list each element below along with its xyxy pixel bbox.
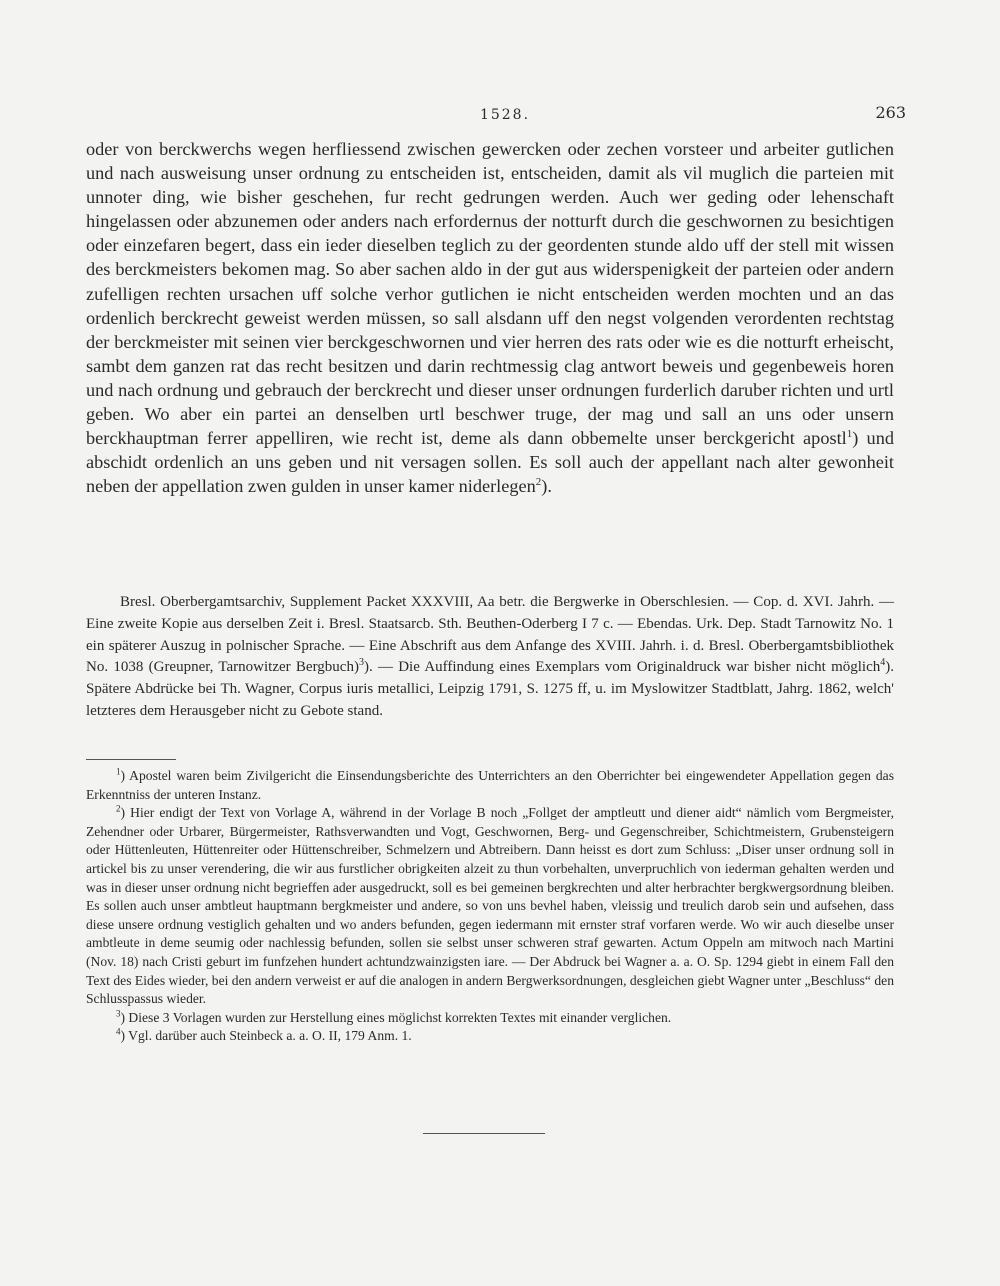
page-number: 263 [875,103,906,122]
footnote-ref-1[interactable]: 1 [846,428,853,441]
footnote-mark: 4 [116,1026,121,1037]
source-note-paragraph [86,592,894,723]
footnote-divider [86,759,176,760]
footnote-text: ) Apostel waren beim Zivilgericht die Einsendungsberichte des Unterrichters an den Oberrichter bei eingewendeter Appellation gegen das Erkenntniss der unteren Instanz. [86,768,894,802]
footnotes-section [86,767,894,1046]
footnote-ref-4[interactable]: 4 [880,657,886,669]
main-paragraph [86,137,894,498]
footnote-mark: 2 [116,803,121,814]
footnote-ref-2[interactable]: 2 [535,476,542,489]
footnote-1 [86,767,894,804]
main-text-part-3: ). [541,476,552,497]
running-header-year: 1528. [479,107,531,123]
footnote-text: ) Vgl. darüber auch Steinbeck a. a. O. II, 179 Anm. 1. [120,1028,412,1044]
main-text-part-1: oder von berckwerchs wegen herfliessend zwischen gewercken oder zechen vorsteer und arbeiter gutlichen und nach ausweisung unser ordnung zu entscheiden ist, entscheiden, damit als vil muglich die parteien mit unnoter ding, wie bisher geschehen, fur recht gedrungen werden. Auch wer geding oder lehenschaft hingelassen oder abzunemen oder anders nach erfordernus der notturft durch die geschwornen zu besichtigen oder einzefaren begert, dass ein ieder dieselben teglich zu der geordenten stunde aldo uff der stell mit wissen des berckmeisters bekomen mag. So aber sachen aldo in der gut aus widerspenigkeit der parteien oder andern zufelligen rechten ursachen uff solche verhor gutlichen ie nicht entscheiden werden mochten und an das ordenlich berckrecht geweist werden müssen, so sall alsdann uff den negst volgenden verordenten rechtstag der berckmeister mit seinen vier berckgeschwornen und vier herren des rats oder wie es die notturft erheischt, sambt dem ganzen rat das recht besitzen und darin rechtmessig clag antwort beweis und gegenbeweis horen und nach ordnung und gebrauch der berckrecht und dieser unser ordnungen furderlich daruber richten und urtl geben. Wo aber ein partei an denselben urtl beschwer truge, der mag und sall an uns oder unsern berckhauptman ferrer appelliren, wie recht ist, deme als dann obbemelte unser berckgericht apostl [86,139,894,449]
footnote-text: ) Hier endigt der Text von Vorlage A, während in der Vorlage B noch „Follget der amptleutt und diener aidt“ nämlich vom Bergmeister, Zehendner oder Urbarer, Bürgermeister, Rathsverwandten und Vogt, Geschwornen, Berg- und Gegenschreiber, Schichtmeistern, Grubensteigern oder Hüttenleuten, Hüttenreiter oder Hüttenschreiber, Schmelzern und Abtreibern. Dann heisst es dort zum Schluss: „Diser unser ordnung soll in artickel bis zu unser verendering, die wir aus furstlicher obrigkeiten alzeit zu thun vorbehalten, unverpruchlich von iederman gehalten werden und was in dieser unser ordnung nicht begrieffen ader ausgedruckt, soll es bei gemeinen bergkrechten und alter herbrachter bergkwergsordnung bleiben. Es sollen auch unser ambtleut hauptmann bergkmeister und andere, so von uns bevhel haben, vleissig und treulich darob sein und aufsehen, dass diese unsere ordnung vestiglich gehalten und wo anders befunden, gegen iedermann mit ernster straf vorfaren werde. Wo wir auch dieselbe unser ambtleute in deme seumig oder nachlessig befunden, sollen sie selbst unser schweren straf gewarten. Actum Oppeln am mitwoch nach Martini (Nov. 18) nach Cristi geburt im funfzehen hundert achtundzwainzigsten iare. — Der Abdruck bei Wagner a. a. O. Sp. 1294 giebt in einem Fall den Text des Eides wieder, bei den andern verweist er auf die analogen in andern Bergwerksordnungen, desgleichen giebt Wagner unter „Beschluss“ den Schlusspassus wieder. [86,805,894,1007]
footnote-mark: 1 [116,766,121,777]
main-text-block [86,137,894,498]
footnote-text: ) Diese 3 Vorlagen wurden zur Herstellung eines möglichst korrekten Textes mit einander verglichen. [120,1009,672,1025]
footnote-4 [86,1027,894,1046]
source-note-part-3: ). Spätere Abdrücke bei Th. Wagner, Corpus iuris metallici, Leipzig 1791, S. 1275 ff, u. im Myslowitzer Stadtblatt, Jahrg. 1862, welch' letzteres dem Herausgeber nicht zu Gebote stand. [86,659,894,719]
footnote-ref-3[interactable]: 3 [358,657,364,669]
footnote-mark: 3 [116,1008,121,1019]
main-text-part-2: ) und abschidt ordenlich an uns geben und nit versagen sollen. Es soll auch der appellant nach alter gewonheit neben der appellation zwen gulden in unser kamer niderlegen [86,428,894,497]
end-rule [423,1133,545,1134]
source-note-block [86,592,894,723]
footnote-3 [86,1009,894,1028]
footnote-2 [86,804,894,1009]
source-note-part-2: ). — Die Auffindung eines Exemplars vom Originaldruck war bisher nicht möglich [363,659,881,676]
source-note-part-1: Bresl. Oberbergamtsarchiv, Supplement Packet XXXVIII, Aa betr. die Bergwerke in Oberschlesien. — Cop. d. XVI. Jahrh. — Eine zweite Kopie aus derselben Zeit i. Bresl. Staatsarcb. Sth. Beuthen-Oderberg I 7 c. — Ebendas. Urk. Dep. Stadt Tarnowitz No. 1 ein späterer Auszug in polnischer Sprache. — Eine Abschrift aus dem Anfange des XVIII. Jahrh. i. d. Bresl. Oberbergamtsbibliothek No. 1038 (Greupner, Tarnowitzer Bergbuch) [86,594,894,676]
